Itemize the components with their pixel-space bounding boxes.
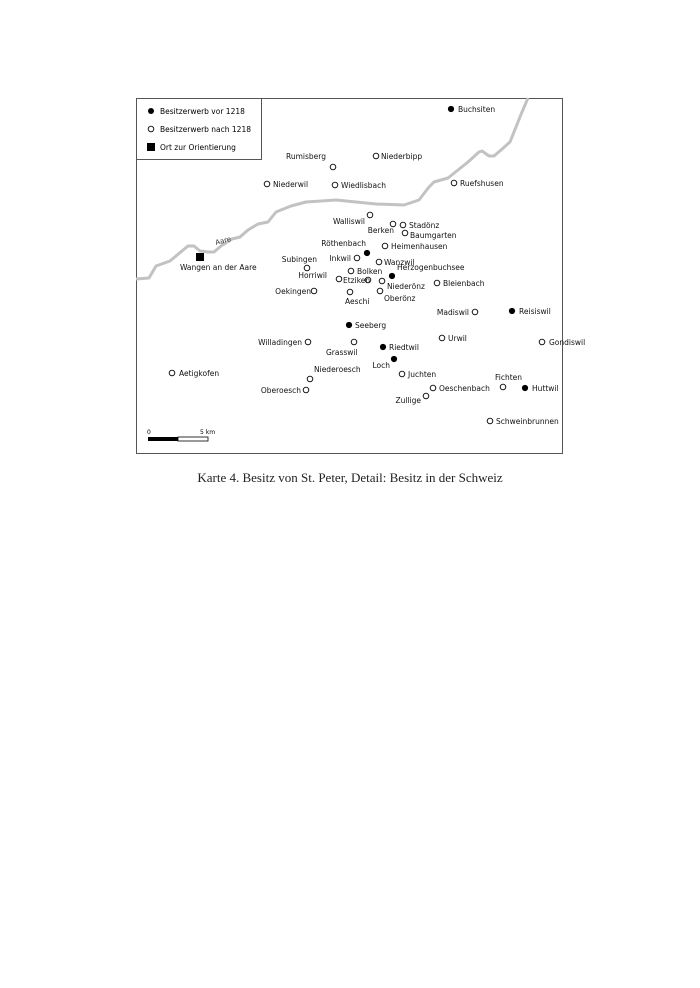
legend-square-icon: [147, 143, 155, 151]
open-dot-icon: [348, 268, 354, 274]
open-dot-icon: [332, 182, 338, 188]
open-dot-icon: [303, 387, 309, 393]
place-label-bolken: Bolken: [357, 267, 383, 276]
filled-dot-icon: [389, 273, 395, 279]
open-dot-icon: [367, 212, 373, 218]
open-dot-icon: [539, 339, 545, 345]
place-label-schweinbrunnen: Schweinbrunnen: [496, 417, 559, 426]
place-label-urwil: Urwil: [448, 334, 467, 343]
place-label-niederoesch: Niederoesch: [314, 365, 361, 374]
place-label-aetigkofen: Aetigkofen: [179, 369, 220, 378]
orientation-square-icon: [196, 253, 204, 261]
open-dot-icon: [373, 153, 379, 159]
open-dot-icon: [307, 376, 313, 382]
open-dot-icon: [354, 255, 360, 261]
place-label-riedtwil: Riedtwil: [389, 343, 419, 352]
place-label-oberonz: Oberönz: [384, 294, 416, 303]
place-label-baumgarten: Baumgarten: [410, 231, 457, 240]
open-dot-icon: [336, 276, 342, 282]
place-label-rothenbach: Röthenbach: [321, 239, 366, 248]
place-label-niederwil: Niederwil: [273, 180, 309, 189]
place-label-inkwil: Inkwil: [329, 254, 351, 263]
filled-dot-icon: [391, 356, 397, 362]
legend-orientation-label: Ort zur Orientierung: [160, 143, 236, 152]
legend-after-label: Besitzerwerb nach 1218: [160, 125, 251, 134]
place-label-heimenhausen: Heimenhausen: [391, 242, 448, 251]
place-label-wangen-an-der-aare: Wangen an der Aare: [180, 263, 257, 272]
place-label-willadingen: Willadingen: [258, 338, 302, 347]
open-dot-icon: [399, 371, 405, 377]
place-label-stadonz: Stadönz: [409, 221, 440, 230]
place-label-bleienbach: Bleienbach: [443, 279, 485, 288]
place-label-horriwil: Horriwil: [298, 271, 327, 280]
legend-before-label: Besitzerwerb vor 1218: [160, 107, 245, 116]
open-dot-icon: [423, 393, 429, 399]
place-label-juchten: Juchten: [408, 370, 437, 379]
open-dot-icon: [376, 259, 382, 265]
place-label-subingen: Subingen: [281, 255, 317, 264]
filled-dot-icon: [346, 322, 352, 328]
open-dot-icon: [382, 243, 388, 249]
scalebar-white-segment: [178, 437, 208, 441]
legend-open-dot-icon: [148, 126, 154, 132]
scalebar-start-label: 0: [147, 429, 151, 436]
open-dot-icon: [434, 280, 440, 286]
open-dot-icon: [351, 339, 357, 345]
place-label-fichten: Fichten: [495, 373, 523, 382]
place-label-huttwil: Huttwil: [532, 384, 559, 393]
place-label-loch: Loch: [372, 361, 390, 370]
place-label-herzogenbuchsee: Herzogenbuchsee: [397, 263, 465, 272]
open-dot-icon: [169, 370, 175, 376]
place-label-wanzwil: Wanzwil: [384, 258, 415, 267]
filled-dot-icon: [448, 106, 454, 112]
scalebar-black-segment: [148, 437, 178, 441]
legend: [137, 99, 262, 160]
open-dot-icon: [430, 385, 436, 391]
filled-dot-icon: [380, 344, 386, 350]
open-dot-icon: [264, 181, 270, 187]
filled-dot-icon: [364, 250, 370, 256]
place-label-buchsiten: Buchsiten: [458, 105, 496, 114]
place-label-oberoesch: Oberoesch: [260, 386, 301, 395]
place-label-walliswil: Walliswil: [333, 217, 365, 226]
open-dot-icon: [311, 288, 317, 294]
place-label-grasswil: Grasswil: [326, 348, 358, 357]
place-label-madiswil: Madiswil: [436, 308, 469, 317]
open-dot-icon: [377, 288, 383, 294]
place-label-etziken: Etziken: [343, 276, 371, 285]
open-dot-icon: [487, 418, 493, 424]
place-label-ruefshusen: Ruefshusen: [460, 179, 504, 188]
river-label: Aare: [214, 235, 233, 247]
map: [136, 98, 586, 454]
place-label-zullige: Zullige: [395, 396, 421, 405]
open-dot-icon: [330, 164, 336, 170]
place-label-seeberg: Seeberg: [355, 321, 387, 330]
place-label-rumisberg: Rumisberg: [285, 152, 326, 161]
open-dot-icon: [379, 278, 385, 284]
filled-dot-icon: [509, 308, 515, 314]
open-dot-icon: [472, 309, 478, 315]
open-dot-icon: [500, 384, 506, 390]
place-label-reisiswil: Reisiswil: [519, 307, 551, 316]
place-label-aeschi: Aeschi: [345, 297, 370, 306]
legend-filled-dot-icon: [148, 108, 154, 114]
place-label-niederonz: Niederönz: [387, 282, 425, 291]
place-label-gondiswil: Gondiswil: [549, 338, 586, 347]
filled-dot-icon: [522, 385, 528, 391]
place-label-berken: Berken: [367, 226, 394, 235]
map-caption: Karte 4. Besitz von St. Peter, Detail: Besitz in der Schweiz: [197, 470, 503, 485]
open-dot-icon: [439, 335, 445, 341]
open-dot-icon: [402, 230, 408, 236]
place-label-wiedlisbach: Wiedlisbach: [341, 181, 387, 190]
open-dot-icon: [400, 222, 406, 228]
open-dot-icon: [347, 289, 353, 295]
place-label-niederbipp: Niederbipp: [381, 152, 423, 161]
place-label-oeschenbach: Oeschenbach: [439, 384, 490, 393]
open-dot-icon: [451, 180, 457, 186]
scalebar-end-label: 5 km: [200, 429, 216, 436]
place-label-oekingen: Oekingen: [275, 287, 311, 296]
open-dot-icon: [304, 265, 310, 271]
open-dot-icon: [305, 339, 311, 345]
